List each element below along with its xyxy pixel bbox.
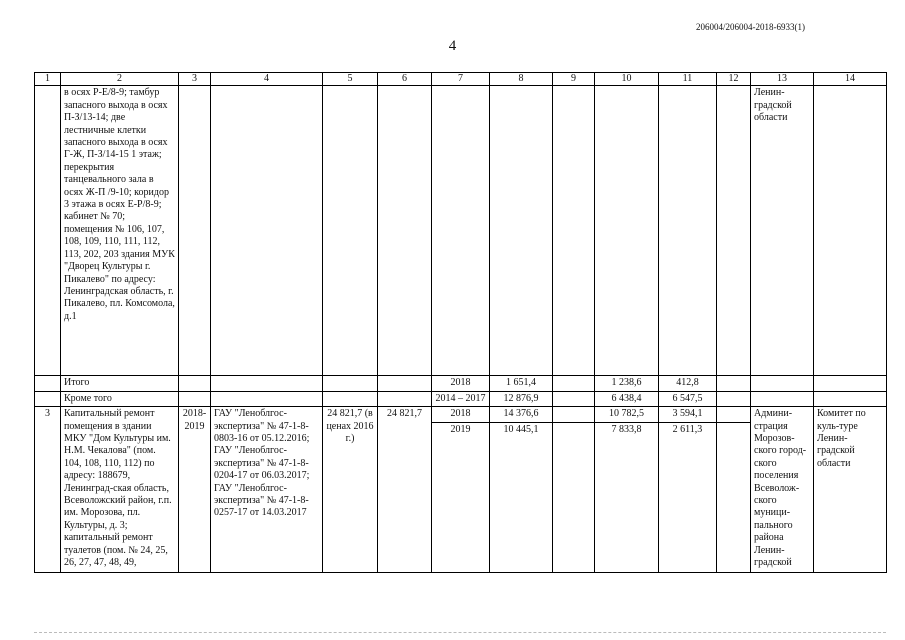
amount-cell: 2 611,3	[659, 422, 717, 572]
column-header: 13	[751, 73, 814, 86]
amount-cell: 6 547,5	[659, 391, 717, 406]
object-description-cell: в осях Р-Е/8-9; тамбур запасного выхода в осях П-З/13-14; две лестничные клетки запасного выхода в осях Г-Ж, П-З/14-15 1 этаж; перекрытия танцевального зала в осях Ж-П /9-10; коридор 3 этажа в осях Е-Р/8-9; кабинет № 70; помещения № 106, 107, 108, 109, 110, 111, 112, 113, 202, 203 здания МУК "Дворец Культуры г. Пикалево" по адресу: Ленинградская область, г. Пикалево, пл. Комсомола, д.1	[61, 86, 179, 376]
year-cell: 2019	[432, 422, 490, 572]
amount-cell: 1 651,4	[490, 376, 553, 391]
amount-cell: 1 238,6	[595, 376, 659, 391]
column-header: 14	[814, 73, 887, 86]
column-header: 9	[553, 73, 595, 86]
table-cell	[211, 376, 323, 391]
table-cell	[717, 376, 751, 391]
table-cell	[179, 391, 211, 406]
page-number: 4	[448, 38, 457, 54]
table-cell	[378, 86, 432, 376]
estimate-cost-cell: 24 821,7 (в ценах 2016 г.)	[323, 407, 378, 572]
table-cell	[659, 86, 717, 376]
column-header: 11	[659, 73, 717, 86]
table-cell	[751, 376, 814, 391]
amount-cell: 10 782,5	[595, 407, 659, 422]
table-cell	[179, 86, 211, 376]
program-table	[34, 72, 887, 573]
besides-label: Кроме того	[61, 391, 179, 406]
amount-cell: 10 445,1	[490, 422, 553, 572]
table-cell	[35, 391, 61, 406]
expertise-cell: ГАУ "Леноблгос-экспертиза" № 47-1-8-0803-16 от 05.12.2016; ГАУ "Леноблгос-экспертиза" № 47-1-8-0204-17 от 06.03.2017; ГАУ "Леноблгос-экспертиза" № 47-1-8-0257-17 от 14.03.2017	[211, 407, 323, 572]
object-description-cell: Капитальный ремонт помещения в здании МКУ "Дом Культуры им. Н.М. Чекалова" (пом. 104, 108, 110, 112) по адресу: 188679, Ленинград-ская область, Всеволожский район, г.п. им. Морозова, пл. Культуры, д. 3; капитальный ремонт туалетов (пом. № 24, 25, 26, 27, 47, 48, 49,	[61, 407, 179, 572]
customer-cell: Комитет по куль-туре Ленин-градской области	[814, 407, 887, 572]
column-header: 6	[378, 73, 432, 86]
amount-cell: 412,8	[659, 376, 717, 391]
table-cell	[595, 86, 659, 376]
amount-cell: 12 876,9	[490, 391, 553, 406]
table-cell	[717, 86, 751, 376]
table-cell	[35, 86, 61, 376]
amount-cell: 6 438,4	[595, 391, 659, 406]
table-cell	[211, 391, 323, 406]
column-header: 2	[61, 73, 179, 86]
row-number: 3	[35, 407, 61, 572]
table-cell	[323, 86, 378, 376]
table-cell	[553, 391, 595, 406]
column-header: 7	[432, 73, 490, 86]
total-label: Итого	[61, 376, 179, 391]
table-cell	[717, 407, 751, 422]
table-cell	[179, 376, 211, 391]
table-cell	[717, 391, 751, 406]
amount-cell: 24 821,7	[378, 407, 432, 572]
column-header: 12	[717, 73, 751, 86]
column-header: 5	[323, 73, 378, 86]
column-header: 10	[595, 73, 659, 86]
table-cell	[378, 391, 432, 406]
amount-cell: 3 594,1	[659, 407, 717, 422]
table-cell	[553, 376, 595, 391]
table-row	[35, 86, 887, 376]
besides-row	[35, 391, 887, 406]
table-cell	[751, 391, 814, 406]
table-cell	[211, 86, 323, 376]
table-cell	[378, 376, 432, 391]
table-cell	[490, 86, 553, 376]
column-header: 4	[211, 73, 323, 86]
table-cell	[717, 422, 751, 572]
page-bottom-edge	[34, 632, 886, 634]
year-cell: 2018	[432, 407, 490, 422]
table-cell	[323, 376, 378, 391]
table-cell	[814, 391, 887, 406]
table-cell	[814, 376, 887, 391]
table-row	[35, 407, 887, 422]
total-row	[35, 376, 887, 391]
document-id: 206004/206004-2018-6933(1)	[696, 22, 805, 32]
responsible-cell: Ленин-градской области	[751, 86, 814, 376]
year-cell: 2014 – 2017	[432, 391, 490, 406]
responsible-cell: Админи-страция Морозов-ского город-ского поселения Всеволож-ского муници-пального района Ленин-градской	[751, 407, 814, 572]
column-header: 1	[35, 73, 61, 86]
table-cell	[323, 391, 378, 406]
table-cell	[35, 376, 61, 391]
amount-cell: 14 376,6	[490, 407, 553, 422]
year-cell: 2018	[432, 376, 490, 391]
column-header: 3	[179, 73, 211, 86]
table-cell	[432, 86, 490, 376]
amount-cell: 7 833,8	[595, 422, 659, 572]
table-cell	[814, 86, 887, 376]
table-cell	[553, 422, 595, 572]
column-number-row	[35, 73, 887, 86]
column-header: 8	[490, 73, 553, 86]
table-cell	[553, 407, 595, 422]
period-cell: 2018-2019	[179, 407, 211, 572]
table-cell	[553, 86, 595, 376]
